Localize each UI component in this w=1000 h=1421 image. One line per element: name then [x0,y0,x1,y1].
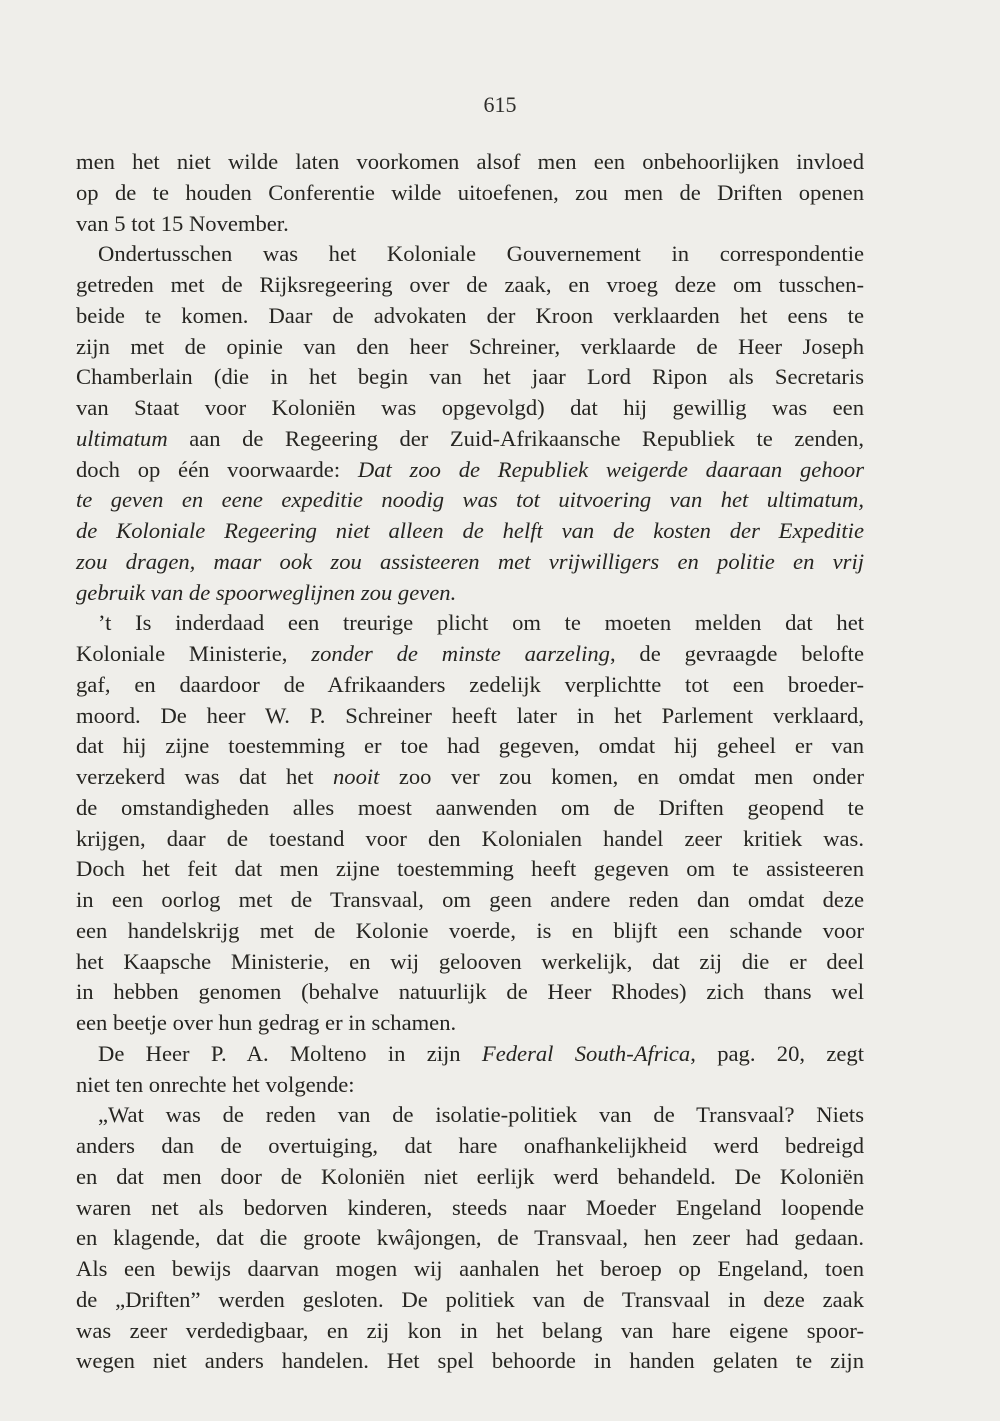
text-segment: aan de Regeering der Zuid-Afrikaansche Republiek te zenden, [167,425,864,451]
text-segment: , de gevraagde belofte [609,641,864,666]
text-segment: Doch het feit dat men zijne toestemming heeft gegeven om te assisteeren [76,856,864,882]
text-line [76,578,864,609]
text-segment: en klagende, dat die groote kwâjongen, de Transvaal, hen zeer had gedaan. [76,1225,864,1251]
text-line [76,209,864,240]
text-segment: wegen niet anders handelen. Het spel behoorde in handen gelaten te zijn [76,1348,864,1374]
text-segment: moord. De heer W. P. Schreiner heeft later in het Parlement verklaard, [76,702,864,728]
text-line [76,1008,864,1039]
italic-text-segment: zonder de minste aarzeling [311,641,610,666]
text-segment: dat hij zijne toestemming er toe had gegeven, omdat hij geheel er van [76,733,864,759]
text-line [76,639,864,670]
text-segment: van Staat voor Koloniën was opgevolgd) dat hij gewillig was een [76,395,864,420]
text-segment: in een oorlog met de Transvaal, om geen andere reden dan omdat deze [76,887,864,912]
text-segment: in hebben genomen (behalve natuurlijk de Heer Rhodes) zich thans wel [76,979,864,1005]
text-segment: Chamberlain (die in het begin van het jaar Lord Ripon als Secretaris [76,364,864,390]
text-line [76,1039,864,1070]
text-line [76,762,864,793]
text-line [76,608,864,639]
text-segment: anders dan de overtuiging, dat hare onafhankelijkheid werd bedreigd [76,1133,864,1158]
text-line [76,332,864,363]
text-segment: ’t Is inderdaad een treurige plicht om te moeten melden dat het [98,610,864,636]
text-segment: beide te komen. Daar de advokaten der Kroon verklaarden het eens te [76,302,864,328]
text-segment: „Wat was de reden van de isolatie-politiek van de Transvaal? Niets [98,1102,864,1128]
text-segment: waren net als bedorven kinderen, steeds naar Moeder Engeland loopende [76,1194,864,1220]
text-line [76,1070,864,1101]
body-text [76,147,864,1377]
page-number: 615 [483,92,517,117]
text-segment: en dat men door de Koloniën niet eerlijk werd behandeld. De Koloniën [76,1163,864,1189]
text-segment: het Kaapsche Ministerie, en wij gelooven werkelijk, dat zij die er deel [76,948,864,974]
text-line [76,393,864,424]
text-segment: zijn met de opinie van den heer Schreiner, verklaarde de Heer Joseph [76,333,864,359]
text-line [76,485,864,516]
text-line [76,147,864,178]
text-line [76,424,864,455]
text-segment: men het niet wilde laten voorkomen alsof men een onbehoorlijken invloed [76,149,864,174]
text-segment: was zeer verdedigbaar, en zij kon in het belang van hare eigene spoor- [76,1317,864,1343]
text-segment: De Heer P. A. Molteno in zijn [98,1040,482,1066]
text-segment: een beetje over hun gedrag er in schamen. [76,1010,457,1035]
italic-text-segment: nooit [332,764,380,789]
text-line [76,239,864,270]
text-segment: van 5 tot 15 November. [76,210,289,236]
text-segment: op de te houden Conferentie wilde uitoefenen, zou men de Driften openen [76,179,864,205]
text-line [76,885,864,916]
text-segment: doch op één voorwaarde: [76,456,358,482]
text-line [76,854,864,885]
text-segment: Als een bewijs daarvan mogen wij aanhalen het beroep op Engeland, toen [76,1256,864,1281]
italic-text-segment: gebruik van de spoorweglijnen zou geven. [76,579,457,605]
text-line [76,1162,864,1193]
text-line [76,1100,864,1131]
text-line [76,916,864,947]
text-line [76,301,864,332]
text-segment: niet ten onrechte het volgende: [76,1071,355,1097]
text-segment: krijgen, daar de toestand voor den Kolonialen handel zeer kritiek was. [76,825,864,851]
text-line [76,1223,864,1254]
text-line [76,947,864,978]
text-segment: de omstandigheden alles moest aanwenden om de Driften geopend te [76,794,864,820]
text-segment: gaf, en daardoor de Afrikaanders zedelijk verplichtte tot een broeder- [76,671,864,697]
text-line [76,516,864,547]
italic-text-segment: ultimatum [76,425,168,451]
italic-text-segment: Federal South-Africa [481,1040,691,1066]
text-line [76,977,864,1008]
text-line [76,547,864,578]
text-segment: Koloniale Ministerie, [76,641,312,666]
text-line [76,178,864,209]
text-segment: Ondertusschen was het Koloniale Gouvernement in correspondentie [98,241,864,267]
italic-text-segment: zou dragen, maar ook zou assisteeren met vrijwilligers en politie en vrij [76,548,864,574]
text-line [76,1316,864,1347]
text-segment: getreden met de Rijksregeering over de zaak, en vroeg deze om tusschen- [76,272,864,297]
text-line [76,1285,864,1316]
text-line [76,1131,864,1162]
text-line [76,455,864,486]
text-line [76,1193,864,1224]
text-line [76,701,864,732]
text-segment: zoo ver zou komen, en omdat men onder [379,764,864,789]
text-line [76,270,864,301]
text-line [76,670,864,701]
text-line [76,1346,864,1377]
italic-text-segment: de Koloniale Regeering niet alleen de helft van de kosten der Expeditie [76,518,864,543]
text-segment: verzekerd was dat het [76,764,333,789]
text-line [76,731,864,762]
text-segment: , pag. 20, zegt [690,1040,864,1066]
text-segment: een handelskrijg met de Kolonie voerde, is en blijft een schande voor [76,917,864,943]
text-line [76,362,864,393]
italic-text-segment: te geven en eene expeditie noodig was tot uitvoering van het ultimatum, [76,487,864,513]
text-segment: de „Driften” werden gesloten. De politiek van de Transvaal in deze zaak [76,1286,864,1312]
italic-text-segment: Dat zoo de Republiek weigerde daaraan gehoor [357,456,865,482]
text-line [76,793,864,824]
text-line [76,824,864,855]
text-line [76,1254,864,1285]
